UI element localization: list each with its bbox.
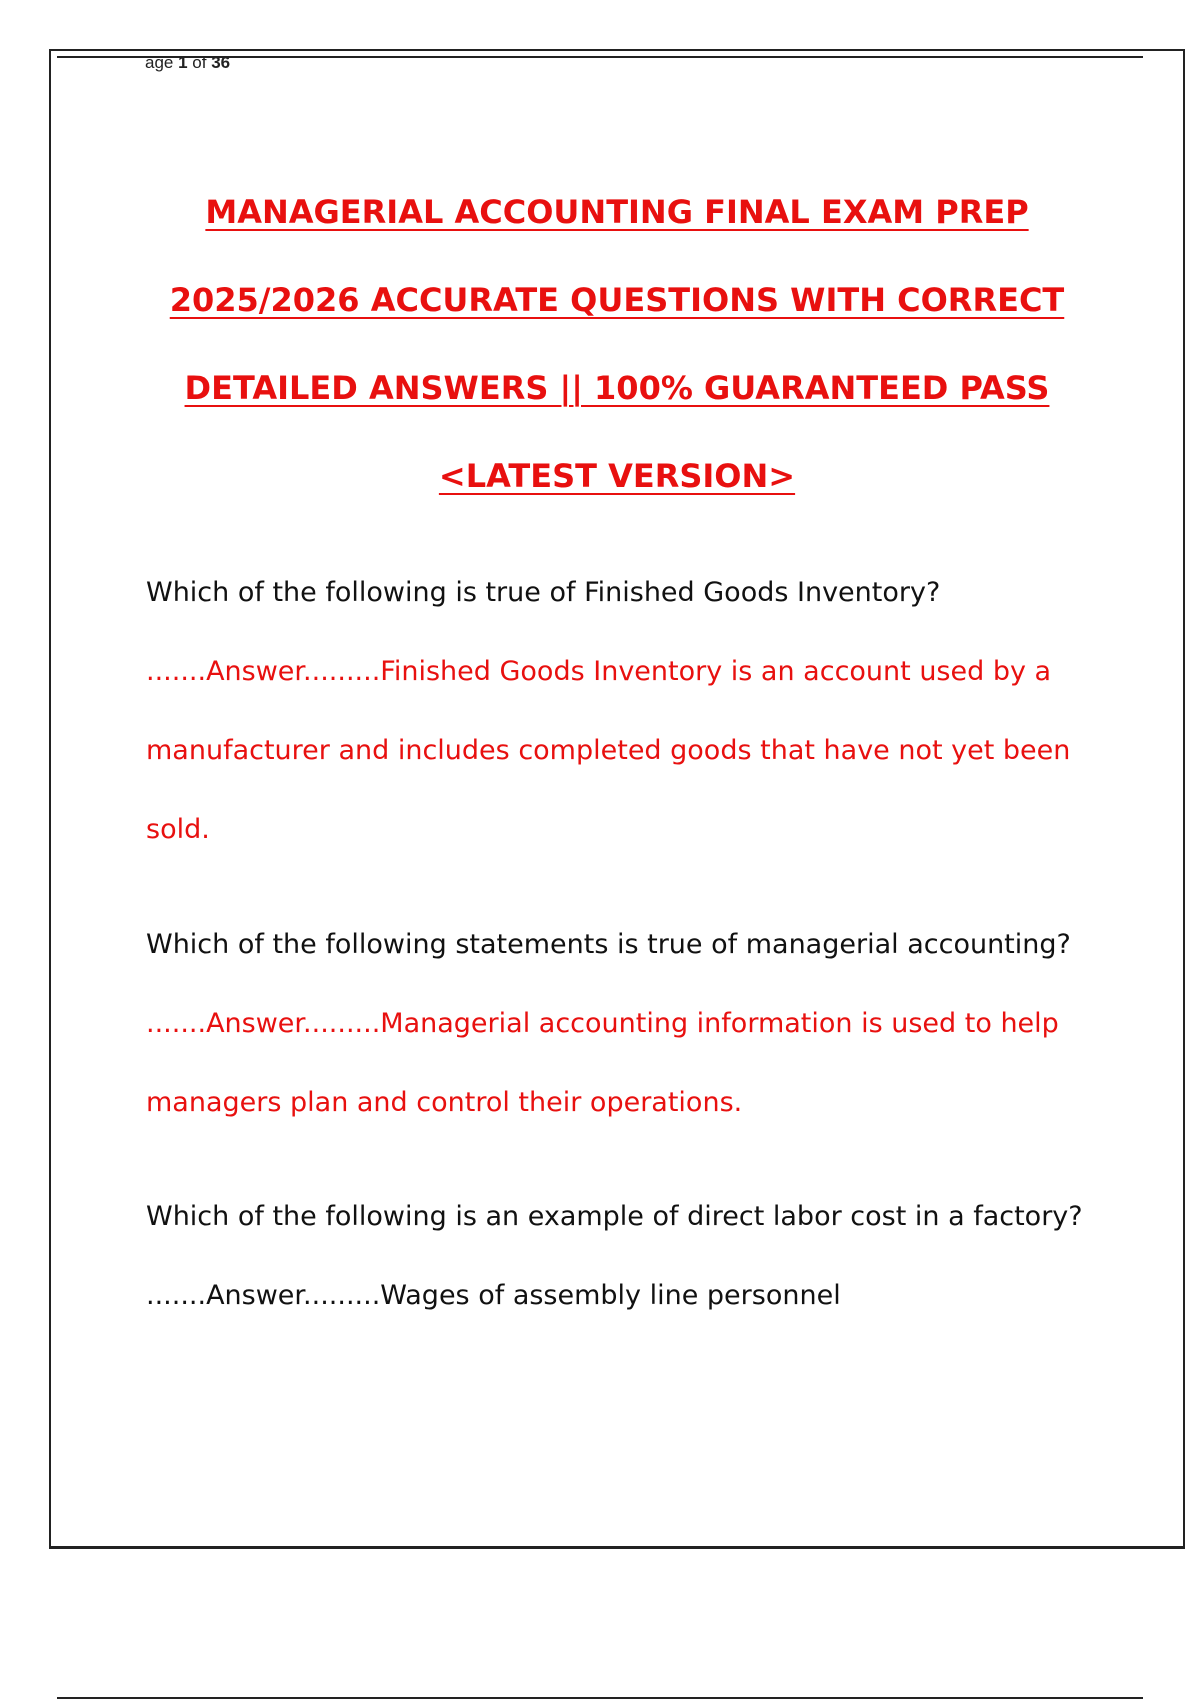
- page-number-prefix: age: [145, 53, 179, 72]
- answer-3: Wages of assembly line personnel: [380, 1280, 841, 1311]
- answer-2: Managerial accounting information is used to help managers plan and control their operations.: [146, 1008, 1059, 1118]
- title-line-4-text: <LATEST VERSION>: [438, 457, 796, 495]
- title-line-1-text: MANAGERIAL ACCOUNTING FINAL EXAM PREP: [205, 193, 1029, 231]
- page-number-separator: of: [187, 53, 212, 72]
- page-number-current: 1: [178, 53, 188, 72]
- answer-marker-3: .......Answer.........: [146, 1280, 381, 1311]
- question-3: Which of the following is an example of direct labor cost in a factory?: [146, 1201, 1083, 1232]
- answer-1: Finished Goods Inventory is an account used by a manufacturer and includes completed goods that have not yet been sold.: [146, 656, 1071, 845]
- page-number: [145, 53, 230, 73]
- qa-item-1: [146, 553, 1086, 869]
- qa-item-3: [146, 1177, 1086, 1335]
- document-title: [49, 168, 1185, 520]
- question-2: Which of the following statements is true of managerial accounting?: [146, 929, 1071, 960]
- title-line-2: [49, 256, 1185, 344]
- title-line-3-text: DETAILED ANSWERS || 100% GUARANTEED PASS: [184, 369, 1050, 407]
- qa-item-2: [146, 905, 1086, 1142]
- title-line-2-text: 2025/2026 ACCURATE QUESTIONS WITH CORRECT: [169, 281, 1065, 319]
- answer-marker-1: .......Answer.........: [146, 656, 381, 687]
- title-line-1: [49, 168, 1185, 256]
- page-number-total: 36: [211, 53, 231, 72]
- footer-rule: [57, 1697, 1143, 1699]
- title-line-3: [49, 344, 1185, 432]
- question-1: Which of the following is true of Finished Goods Inventory?: [146, 577, 941, 608]
- answer-marker-2: .......Answer.........: [146, 1008, 381, 1039]
- title-line-4: [49, 432, 1185, 520]
